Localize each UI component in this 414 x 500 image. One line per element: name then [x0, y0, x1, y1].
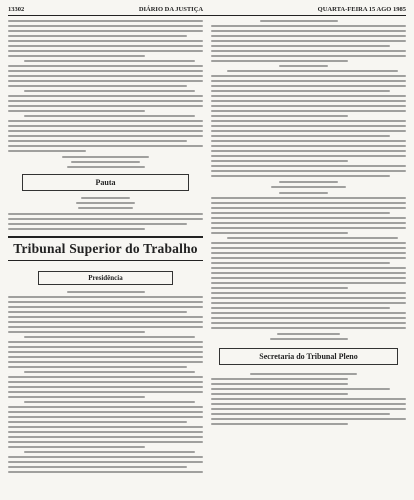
right-column	[211, 20, 406, 496]
presidencia-box: Presidência	[38, 271, 173, 285]
pauta-box: Pauta	[22, 174, 189, 191]
left-column	[8, 20, 203, 496]
pauta-text	[8, 197, 203, 209]
publication-title: DIÁRIO DA JUSTIÇA	[138, 6, 204, 13]
page-number: 13302	[8, 6, 25, 13]
right-text-block-1	[211, 20, 406, 177]
presidencia-text	[8, 291, 203, 473]
publication-date: QUARTA-FEIRA 15 AGO 1985	[317, 6, 406, 13]
tribunal-masthead: Tribunal Superior do Trabalho	[8, 236, 203, 261]
right-text-block-2	[211, 192, 406, 329]
page-header	[8, 6, 406, 16]
signature-block	[8, 156, 203, 168]
secretaria-text	[211, 373, 406, 425]
body-text-block	[8, 20, 203, 152]
secretaria-box: Secretaria do Tribunal Pleno	[219, 348, 398, 365]
